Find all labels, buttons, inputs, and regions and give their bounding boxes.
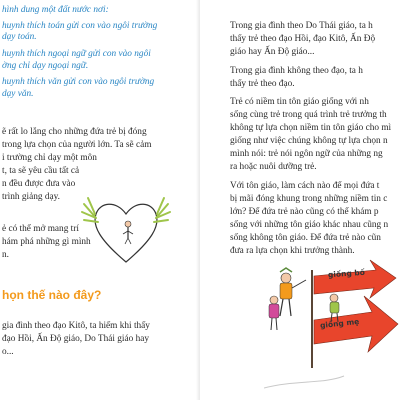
body-line: trình giảng dạy. xyxy=(2,192,61,202)
body-line: giáo hay Ấn Độ giáo... xyxy=(230,47,315,57)
body-line: bị mãi đóng khung trong những niềm tin c xyxy=(230,194,388,204)
blue-line: dạy toán. xyxy=(2,32,37,42)
blue-line: huynh thích ngoại ngữ gửi con vào ngôi xyxy=(2,49,151,59)
right-page xyxy=(200,0,400,400)
sign-top-label: giống bố xyxy=(327,267,366,280)
body-line: mình nói: trẻ nói ngôn ngữ của những ng xyxy=(230,149,383,159)
body-line: hám phá những gì mình xyxy=(2,237,91,247)
sign-bottom-label: giống mẹ xyxy=(319,316,360,331)
body-line: giống như việc chúng không tự lựa chọn n xyxy=(230,136,388,146)
body-line: sống không tôn giáo. Để đứa trẻ nào cũn xyxy=(230,233,381,243)
body-line: o... xyxy=(2,347,14,357)
blue-line: huynh thích toán gửi con vào ngôi trường xyxy=(2,21,158,31)
body-line: Với tôn giáo, làm cách nào để mọi đứa t xyxy=(230,181,380,191)
body-line: ẻ có thể mở mang trí xyxy=(2,224,79,234)
body-line: thấy trẻ theo đạo. xyxy=(230,79,295,89)
body-line: ra hoặc nuôi dưỡng trẻ. xyxy=(230,162,317,172)
body-line: Trẻ có niềm tin tôn giáo giống với nh xyxy=(230,97,369,107)
body-line: thấy trẻ theo đạo Hồi, đạo Kitô, Ấn Độ xyxy=(230,34,376,44)
body-line: trong lựa chọn của người lớn. Ta sẽ cảm xyxy=(2,140,152,150)
body-line: t, ta sẽ yêu cầu tất cả xyxy=(2,166,80,176)
blue-line: huynh thích văn gửi con vào ngôi trường xyxy=(2,77,155,87)
body-line: sống với những tôn giáo khác nhau cũng n xyxy=(230,220,389,230)
section-heading: họn thế nào đây? xyxy=(2,288,102,302)
body-line: đạo Hồi, Ấn Độ giáo, Do Thái giáo hay xyxy=(2,334,150,344)
body-line: n đều được đưa vào xyxy=(2,179,76,189)
body-line: ẽ rất lo lắng cho những đứa trẻ bị đóng xyxy=(2,127,147,137)
blue-line: ờng chỉ dạy ngoại ngữ. xyxy=(2,61,89,71)
body-line: đưa ra lựa chọn khi trưởng thành. xyxy=(230,246,355,256)
heart-wings-illustration xyxy=(80,188,172,270)
blue-line: dạy văn. xyxy=(2,89,34,99)
body-line: Trong gia đình theo Do Thái giáo, ta h xyxy=(230,21,373,31)
body-line: lớn? Để đứa trẻ nào cũng có thể khám p xyxy=(230,207,379,217)
blue-line: hình dung một đất nước nơi: xyxy=(2,5,109,15)
body-line: n. xyxy=(2,250,9,260)
body-line: gia đình theo đạo Kitô, ta hiếm khi thấy xyxy=(2,321,150,331)
body-line: không tự lựa chọn niềm tin tôn giáo cho mì xyxy=(230,123,392,133)
body-line: i trường chỉ dạy một môn xyxy=(2,153,97,163)
body-line: sống cùng trẻ trong quá trình trẻ trưởng th xyxy=(230,110,387,120)
body-line: Trong gia đình không theo đạo, ta h xyxy=(230,66,363,76)
